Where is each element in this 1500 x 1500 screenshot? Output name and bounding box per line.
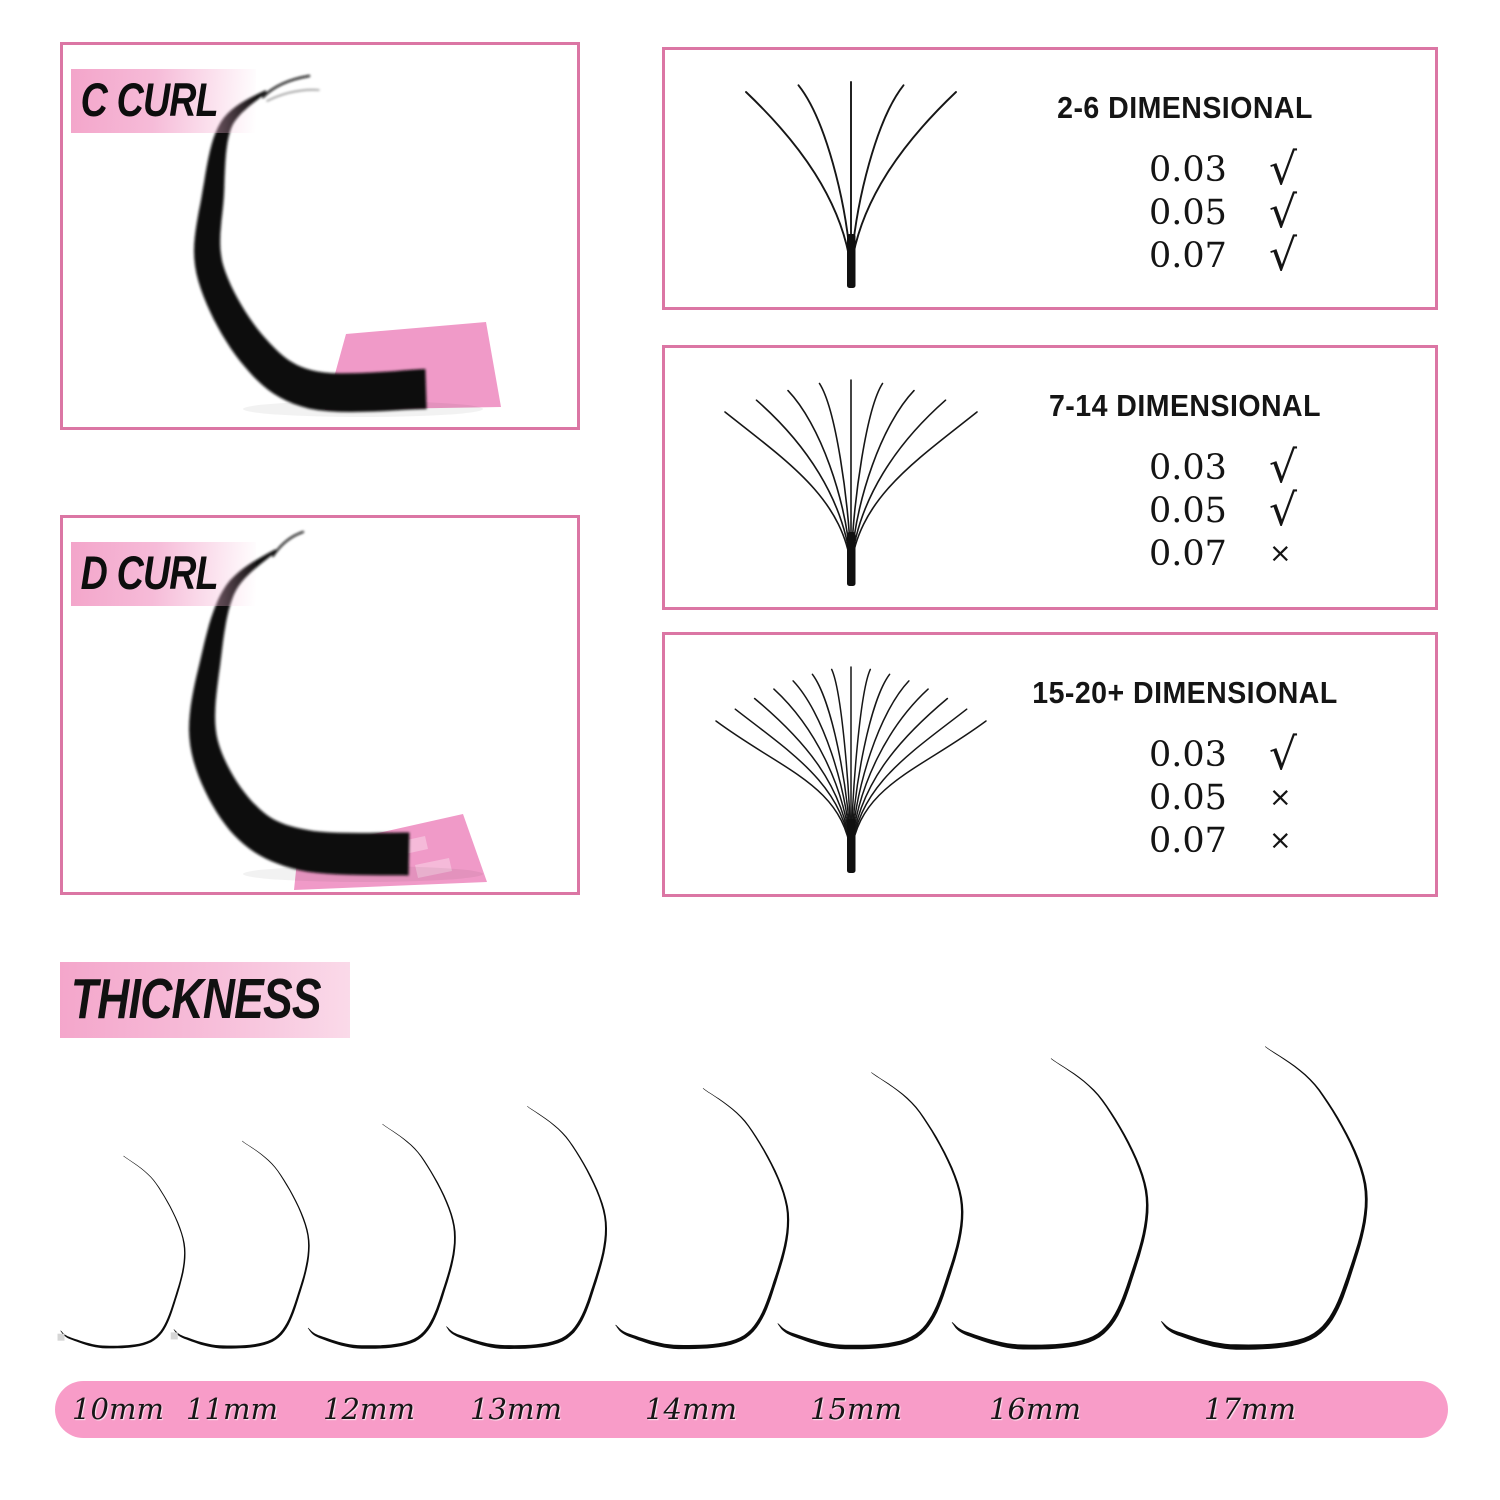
thickness-support-list bbox=[1149, 728, 1298, 862]
length-scale-bar bbox=[55, 1381, 1448, 1438]
lash-curve-13mm bbox=[440, 1102, 610, 1352]
dimensional-title: 15-20+ DIMENSIONAL bbox=[1032, 675, 1338, 710]
d-curl-label: D CURL bbox=[80, 546, 218, 599]
support-mark: √ bbox=[1269, 441, 1298, 493]
support-row bbox=[1149, 186, 1298, 238]
c-curl-label: C CURL bbox=[80, 73, 218, 126]
length-label: 12mm bbox=[323, 1392, 415, 1426]
thickness-value: 0.05 bbox=[1149, 490, 1227, 531]
thickness-label: THICKNESS bbox=[70, 967, 321, 1031]
thickness-value: 0.03 bbox=[1149, 734, 1227, 775]
support-row bbox=[1149, 532, 1297, 575]
support-mark: × bbox=[1269, 782, 1292, 813]
support-mark: √ bbox=[1269, 484, 1298, 536]
length-label: 17mm bbox=[1204, 1392, 1296, 1426]
lash-curve-11mm bbox=[168, 1137, 313, 1352]
d-curl-photo-box bbox=[60, 515, 580, 895]
support-row bbox=[1149, 441, 1298, 493]
support-row bbox=[1149, 728, 1298, 780]
dimensional-title: 7-14 DIMENSIONAL bbox=[1048, 388, 1322, 423]
thickness-label-pill bbox=[60, 962, 350, 1038]
support-row bbox=[1149, 143, 1298, 195]
length-label: 11mm bbox=[186, 1392, 278, 1426]
length-label: 10mm bbox=[72, 1392, 164, 1426]
support-row bbox=[1149, 819, 1297, 862]
support-mark: √ bbox=[1269, 229, 1298, 281]
thickness-support-list bbox=[1149, 143, 1298, 281]
thickness-value: 0.05 bbox=[1149, 777, 1227, 818]
lash-curve-17mm bbox=[1154, 1042, 1370, 1352]
support-mark: × bbox=[1269, 825, 1292, 856]
fan-illustration-15-20 bbox=[691, 645, 1011, 881]
dimensional-box-15-20 bbox=[662, 632, 1438, 897]
thickness-value: 0.07 bbox=[1149, 533, 1227, 574]
support-mark: √ bbox=[1269, 186, 1298, 238]
thickness-value: 0.03 bbox=[1149, 447, 1227, 488]
length-label: 16mm bbox=[989, 1392, 1081, 1426]
lash-curve-12mm bbox=[302, 1120, 459, 1352]
lash-curve-15mm bbox=[771, 1068, 966, 1352]
thickness-value: 0.07 bbox=[1149, 820, 1227, 861]
fan-illustration-7-14 bbox=[691, 358, 1011, 594]
c-curl-photo-box bbox=[60, 42, 580, 430]
dimensional-title: 2-6 DIMENSIONAL bbox=[1057, 90, 1313, 125]
support-mark: √ bbox=[1269, 143, 1298, 195]
length-label: 14mm bbox=[645, 1392, 737, 1426]
d-curl-label-pill bbox=[71, 542, 256, 606]
lash-curve-16mm bbox=[945, 1054, 1151, 1352]
support-mark: × bbox=[1269, 538, 1292, 569]
c-curl-label-pill bbox=[71, 69, 256, 133]
dimensional-box-2-6 bbox=[662, 47, 1438, 310]
thickness-value: 0.07 bbox=[1149, 235, 1227, 276]
lash-curve-14mm bbox=[609, 1084, 792, 1352]
dimensional-box-7-14 bbox=[662, 345, 1438, 610]
length-label: 13mm bbox=[470, 1392, 562, 1426]
thickness-value: 0.05 bbox=[1149, 192, 1227, 233]
support-row bbox=[1149, 229, 1298, 281]
support-row bbox=[1149, 776, 1297, 819]
support-row bbox=[1149, 484, 1298, 536]
fan-illustration-2-6 bbox=[691, 60, 1011, 296]
support-mark: √ bbox=[1269, 728, 1298, 780]
length-label: 15mm bbox=[810, 1392, 902, 1426]
thickness-value: 0.03 bbox=[1149, 149, 1227, 190]
thickness-support-list bbox=[1149, 441, 1298, 575]
